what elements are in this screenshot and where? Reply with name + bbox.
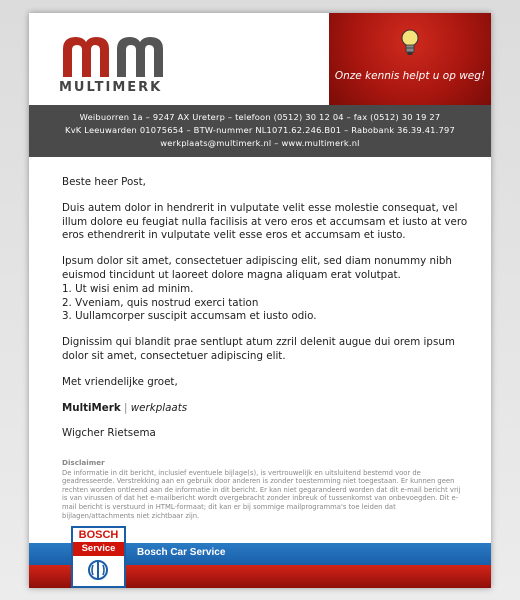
list-item: 1. Ut wisi enim ad minim.: [62, 282, 194, 295]
signature-name: Wigcher Rietsema: [62, 427, 156, 440]
disclaimer-text: De informatie in dit bericht, inclusief eventuele bijlage(s), is vertrouwelijk en uitsluitend bestemd voor de geadresseerde. Verstrekking aan en gebruik door anderen is zonder toestemming niet toegestaan. Er kunnen geen rechten worden ontleend aan de informatie in dit bericht. Er kan niet gegarandeerd worden dat dit e-mail bericht vrij is van virussen of dat het e-mailbericht wordt overgebracht zonder inbreuk of tussenkomst van onbevoegden. Dit e-mail bericht is verstuurd in HTML-formaat; dit kan er bij sommige mailprogramma's toe leiden dat bijlagen/attachments niet zichtbaar zijn.: [62, 468, 461, 520]
signature-separator: |: [124, 401, 128, 414]
tagline-panel: [329, 13, 491, 105]
paragraph: Dignissim qui blandit prae sentlupt atum zzril delenit augue dui orem ipsum dolor sit amet, consectetuer adipiscing elit.: [62, 336, 455, 362]
signature-brand: MultiMerk: [62, 401, 121, 414]
signature-department: werkplaats: [130, 401, 188, 414]
letterhead: [29, 13, 491, 105]
letter-body: [62, 176, 472, 441]
bosch-word: BOSCH: [78, 529, 119, 541]
greeting: Beste heer Post,: [62, 176, 146, 188]
bosch-service-logo: [71, 526, 126, 588]
brand-name: MULTIMERK: [59, 80, 163, 95]
tagline: Onze kennis helpt u op weg!: [334, 70, 486, 82]
paragraph: Ipsum dolor sit amet, consectetuer adipiscing elit, sed diam nonummy nibh euismod tincidunt ut laoreet dolore magna aliquam erat volutpat.: [62, 255, 452, 281]
closing: Met vriendelijke groet,: [62, 375, 178, 388]
paragraph: Duis autem dolor in hendrerit in vulputate velit esse molestie consequat, vel illum dolore eu feugiat nulla facilisis at vero eros et accumsam et iusto at vero eros ethendrerit in vulputate velit esse eros et accumsam et iusto.: [62, 201, 468, 242]
list-item: 3. Uullamcorper suscipit accumsam et iusto odio.: [62, 310, 317, 323]
address-line: Weibuorren 1a – 9247 AX Ureterp – telefoon (0512) 30 12 04 – fax (0512) 30 19 27: [79, 112, 441, 122]
bosch-banner-label: Bosch Car Service: [137, 547, 226, 558]
bosch-armature-icon: [87, 559, 109, 581]
address-bar: [29, 105, 491, 157]
disclaimer-title: Disclaimer: [62, 458, 105, 467]
email-page: [29, 13, 491, 588]
lightbulb-icon: [399, 27, 421, 59]
service-word: Service: [73, 542, 124, 556]
disclaimer: [62, 459, 467, 520]
list-item: 2. Vveniam, quis nostrud exerci tation: [62, 296, 259, 309]
multimerk-logo-icon: [59, 31, 179, 77]
contact-line[interactable]: werkplaats@multimerk.nl – www.multimerk.nl: [160, 138, 360, 148]
registration-line: KvK Leeuwarden 01075654 – BTW-nummer NL1071.62.246.B01 – Rabobank 36.39.41.797: [65, 125, 455, 135]
signature-line: [62, 402, 472, 416]
